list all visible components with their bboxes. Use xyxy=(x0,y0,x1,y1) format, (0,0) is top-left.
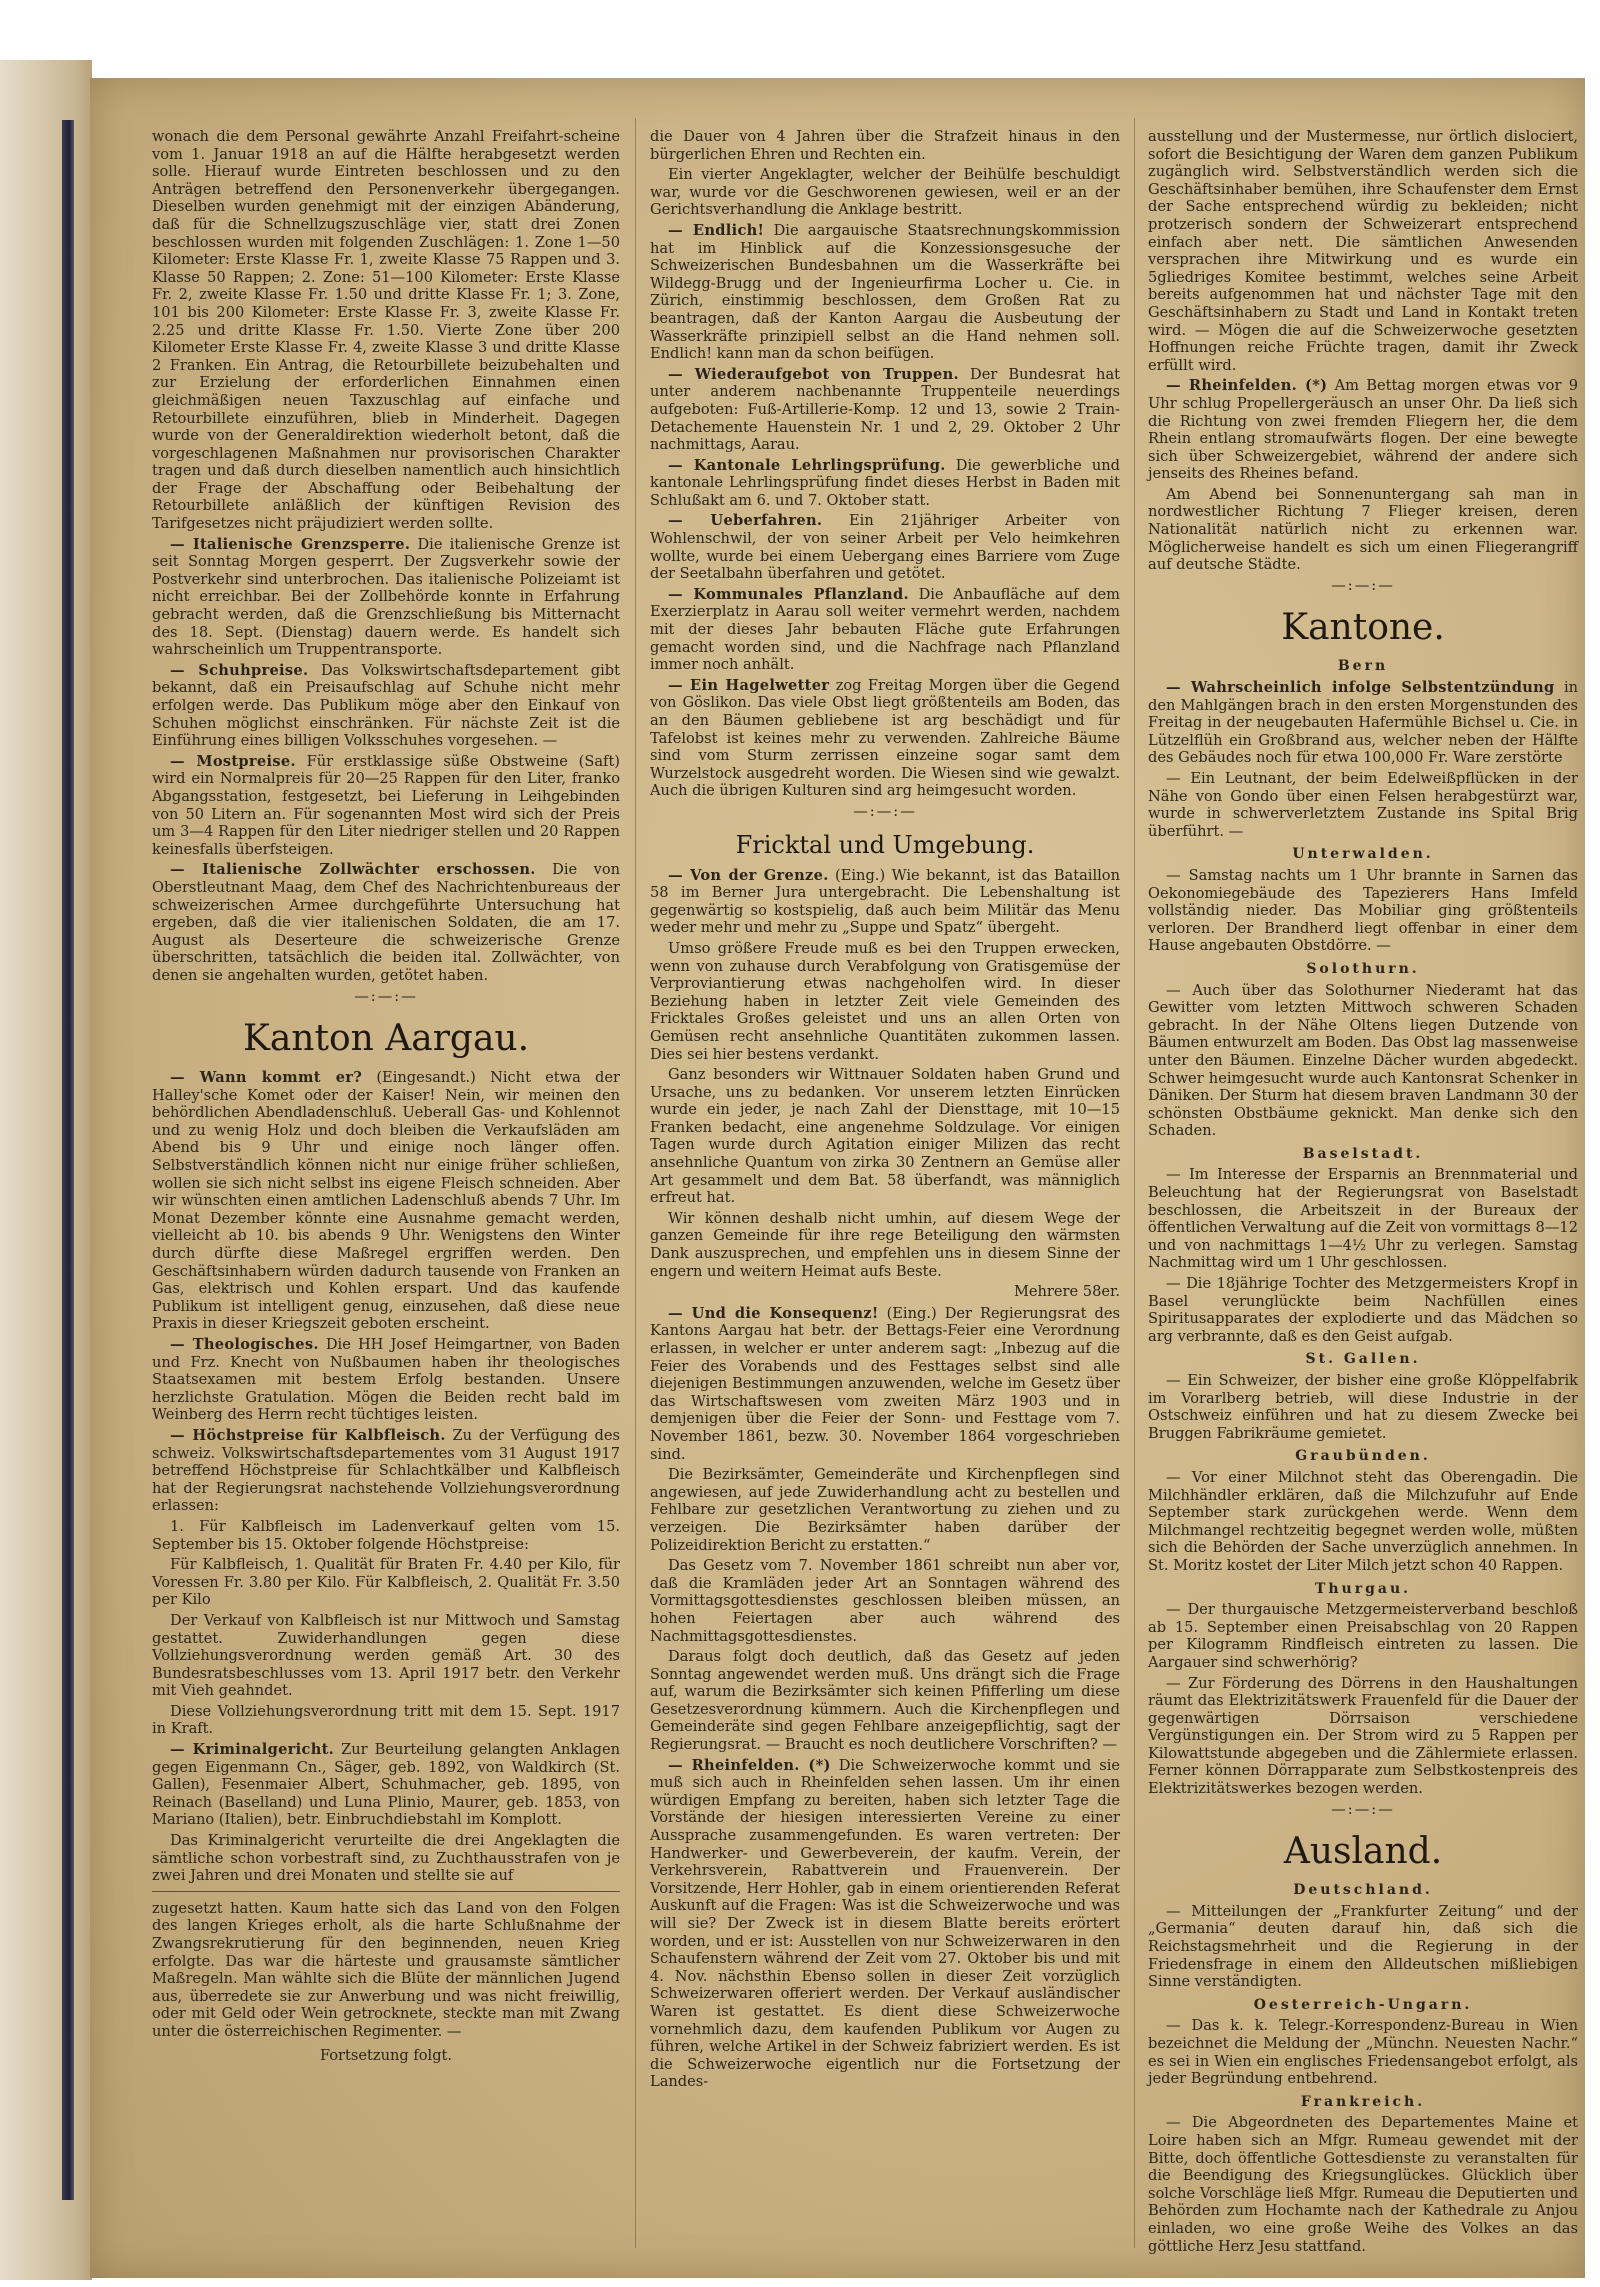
article-heading: — Theologisches. xyxy=(170,1336,319,1353)
article-heading: — Italienische Grenzsperre. xyxy=(170,535,411,553)
article-text: — Auch über das Solothurner Niederamt hat das Gewitter vom letzten Mittwoch schweren Schaden gebracht. In der Nähe Oltens liegen Dutzende von Bäumen entwurzelt am Boden. Das Obst lag massenweise unter den Bäumen. Einzelne Dächer wurden abgedeckt. Schwer heimgesucht wurde auch Kantonsrat Schenker in Däniken. Der Sturm hat diesem braven Landmann 30 der schönsten Obstbäume geknickt. Man denke sich den Schaden. xyxy=(1148,981,1578,1140)
article xyxy=(650,867,1120,937)
article xyxy=(152,662,620,750)
region-heading: Graubünden. xyxy=(1295,1448,1431,1465)
article xyxy=(650,677,1120,800)
article-heading: — Schuhpreise. xyxy=(170,661,309,679)
article-text: Zur Beurteilung gelangten Anklagen gegen Eigenmann Cn., Säger, geb. 1892, von Waldkirch (St. Gallen), Fesenmaier Albert, Schuhmacher, geb. 1895, von Reinach (Baselland) und Luna Plinio, Maurer, geb. 1853, von Mariano (Italien), betr. Einbruchdiebstahl im Komplott. xyxy=(152,1741,620,1829)
article xyxy=(650,222,1120,363)
article-text: Die von Oberstleutnant Maag, dem Chef des Nachrichtenbureaus der schweizerischen Armee durchgeführte Untersuchung hat ergeben, daß die vier italienischen Soldaten, die am 17. August als Deserteure die schweizerische Grenze überschritten, tatsächlich die beiden ital. Zollwächter, von denen sie angehalten wurden, getötet haben. xyxy=(152,861,621,984)
article-heading: — Kantonale Lehrlingsprüfung. xyxy=(668,456,946,474)
article-text: — Der thurgauische Metzgermeisterverband beschloß ab 15. September einen Preisabschlag von 20 Rappen per Kilogramm Rindfleisch eintreten zu lassen. Die Aargauer sind schwerhörig? xyxy=(1148,1601,1578,1671)
article-text: Die aargauische Staatsrechnungskommission hat im Hinblick auf die Konzessionsgesuche der Schweizerischen Bundesbahnen um die Wasserkräfte bei Wildegg-Brugg und der Ingenieurfirma Locher u. Cie. in Zürich, einstimmig beschlossen, dem Großen Rat zu beantragen, daß der Kanton Aargau die Ausbeutung der Wasserkräfte prinzipiell selbst an die Hand nehmen soll. Endlich! kann man da schon beifügen. xyxy=(650,221,1121,363)
column-2 xyxy=(650,128,1120,2094)
article-text: — Die Abgeordneten des Departementes Maine et Loire haben sich an Mfgr. Rumeau gewendet mit der Bitte, doch öffentliche Gottesdienste zu veranstalten für die Beendigung des Kriegsunglückes. Glücklich über solche Vorschläge ließ Mfgr. Rumeau die Deputierten und Behörden zum Hochamte nach der Kathedrale zu Anjou einladen, wo eine große Weihe des Volkes an das göttliche Herz Jesu stattfand. xyxy=(1148,2114,1578,2255)
separator: —:—:— xyxy=(1331,576,1395,594)
separator: —:—:— xyxy=(853,802,917,820)
article-text: Für Kalbfleisch, 1. Qualität für Braten Fr. 4.40 per Kilo, für Voressen Fr. 3.80 per Kilo. Für Kalbfleisch, 2. Qualität Fr. 3.50 per Kilo xyxy=(152,1556,620,1609)
article-text: die Dauer von 4 Jahren über die Strafzeit hinaus in den bürgerlichen Ehren und Rechten ein. xyxy=(650,128,1120,163)
article-text: Zu der Verfügung des schweiz. Volkswirtschaftsdepartementes vom 31 August 1917 betreffend Höchstpreise für Schlachtkälber und Kalbfleisch hat der Regierungsrat nachstehende Vollziehungsverordnung erlassen: xyxy=(152,1426,621,1515)
article-heading: — Wahrscheinlich infolge Selbstentzündung xyxy=(1166,679,1555,697)
region-heading: Solothurn. xyxy=(1306,960,1420,977)
signature: Mehrere 58er. xyxy=(1013,1283,1120,1301)
article-text: Die Schweizerwoche kommt und sie muß sich auch in Rheinfelden sehen lassen. Um ihr einen würdigen Empfang zu bereiten, haben sich letzter Tage die Vorstände der hiesigen interessierten Vereine zu einer Aussprache zusammengefunden. Es waren vertreten: Der Handwerker- und Gewerbeverein, der kaufm. Verein, der Verkehrsverein, Rabattverein und Frauenverein. Der Vorsitzende, Herr Hohler, gab in einem orientierenden Referat Auskunft auf die Fragen: Was ist die Schweizerwoche und was will sie? Der Zweck ist in diesem Blatte bereits erörtert worden, und er ist: Ausstellen von nur Schweizerwaren in den Schaufenstern während der Zeit vom 27. Oktober bis und mit 4. Nov. nächsthin Ebenso sollen in dieser Zeit vorzüglich Schweizerwaren offeriert werden. Der Verkauf ausländischer Waren ist gestattet. Es dient diese Schweizerwoche vornehmlich dazu, dem kaufenden Publikum vor Augen zu führen, welche Artikel in der Schweiz fabriziert werden. Es ist die Schweizerwoche eigentlich nur die Fortsetzung der Landes- xyxy=(650,1756,1121,2091)
article-text: Das Gesetz vom 7. November 1861 schreibt nun aber vor, daß die Kramläden jeder Art an Sonntagen während des Vormittagsgottesdienstes geschlossen bleiben müssen, an hohen Feiertagen aber auch während des Nachmittagsgottesdienstes. xyxy=(650,1557,1120,1645)
article-text: ausstellung und der Mustermesse, nur örtlich dislociert, sofort die Besichtigung der Waren dem ganzen Publikum zugänglich wird. Selbstverständlich werden sich die Geschäftsinhaber bemühen, ihre Schaufenster dem Ernst der Sache entsprechend würdig zu bekleiden; nicht protzerisch sondern der Schweizerart entsprechend einfach aber nett. Die sämtlichen Anwesenden versprachen ihre Mitwirkung und es wurde ein 5gliedriges Komitee bestimmt, welches seine Arbeit bereits aufgenommen hat und nächster Tage mit den Geschäftsinhabern zu Stadt und Land in Kontakt treten wird. — Mögen die auf die Schweizerwoche gesetzten Hoffnungen reiche Früchte tragen, damit ihr Zweck erfüllt wird. xyxy=(1148,128,1578,374)
binding-spine xyxy=(62,120,74,2200)
article-text: — Im Interesse der Ersparnis an Brennmaterial und Beleuchtung hat der Regierungsrat von Baselstadt beschlossen, die Arbeitszeit in der Bureaux der öffentlichen Verwaltung auf die Zeit von vormittags 8—12 und von nachmittags 1—4½ Uhr zu verlegen. Samstag Nachmittag wird um 1 Uhr geschlossen. xyxy=(1148,1166,1578,1272)
region-heading: Oesterreich-Ungarn. xyxy=(1253,1996,1473,2013)
article xyxy=(152,861,620,984)
article-heading: — Und die Konsequenz! xyxy=(668,1304,879,1322)
article xyxy=(650,586,1120,674)
article-heading: — Von der Grenze. xyxy=(668,866,829,884)
article-text: — Das k. k. Telegr.-Korrespondenz-Bureau in Wien bezeichnet die Meldung der „Münchn. Neuesten Nachr.“ es sei in Wien ein englisches Friedensangebot erfolgt, als jeder Begründung entbehrend. xyxy=(1148,2017,1578,2088)
article-text: 1. Für Kalbfleisch im Ladenverkauf gelten vom 15. September bis 15. Oktober folgende Höchstpreise: xyxy=(152,1517,620,1553)
article xyxy=(1148,679,1578,767)
article-heading: — Wiederaufgebot von Truppen. xyxy=(668,365,959,383)
article-text: Der Bundesrat hat unter anderem nachbenannte Truppenteile neuerdings aufgeboten: Fuß-Artillerie-Komp. 12 und 13, sowie 2 Train-Detachemente Hauenstein Nr. 1 und 2, 29. Oktober 2 Uhr nachmittags, Aarau. xyxy=(650,365,1121,454)
region-heading: Bern xyxy=(1337,658,1389,675)
article xyxy=(650,1757,1120,2091)
region-heading: Baselstadt. xyxy=(1302,1145,1424,1162)
article-heading: — Rheinfelden. (*) xyxy=(668,1756,831,1774)
article-text: — Samstag nachts um 1 Uhr brannte in Sarnen das Oekonomiegebäude des Tapezierers Hans Imfeld vollständig nieder. Das Mobiliar ging größtenteils verloren. Der Brandherd liegt offenbar in einer dem Hause angebauten Obstdörre. — xyxy=(1148,866,1578,955)
article xyxy=(152,1427,620,1515)
article-text: — Die 18jährige Tochter des Metzgermeisters Kropf in Basel verunglückte beim Nachfüllen eines Spiritusapparates der explodierte und das Mädchen so arg verbrannte, daß es den Geist aufgab. xyxy=(1148,1275,1578,1345)
column-3 xyxy=(1148,128,1578,2258)
article-heading: — Italienische Zollwächter erschossen. xyxy=(170,861,536,879)
article-heading: — Ueberfahren. xyxy=(668,512,823,530)
article-text: — Vor einer Milchnot steht das Oberengadin. Die Milchhändler erklären, daß die Milchzufuhr auf Ende September stark zurückgehen werde. Wenn dem Milchmangel rechtzeitig begegnet werden wolle, müßten sich die Behörden der Sache unverzüglich annehmen. In St. Moritz kostet der Liter Milch jetzt schon 40 Rappen. xyxy=(1148,1468,1578,1574)
article-text: Die italienische Grenze ist seit Sonntag Morgen gesperrt. Der Zugsverkehr sowie der Postverkehr sind unterbrochen. Das italienische Polizeiamt ist nicht erreichbar. Bei der Zollbehörde konnte in Erfahrung gebracht werden, daß die Grenzschließung bis Mitternacht des 18. Sept. (Dienstag) dauern werde. Es handelt sich wahrscheinlich um Truppentransporte. xyxy=(152,535,621,659)
separator: —:—:— xyxy=(1331,1800,1395,1818)
article-heading: — Mostpreise. xyxy=(170,752,296,770)
article xyxy=(152,753,620,859)
article xyxy=(650,512,1120,582)
article-text: (Eing.) Der Regierungsrat des Kantons Aargau hat betr. der Bettags-Feier eine Verordnung erlassen, in welcher er unter anderem sagt: „Inbezug auf die Feier des Vorabends und des Festtages selbst sind alle diejenigen Bestimmungen anzuwenden, welche im Gesetz über das Wirtschaftswesen vom zweiten März 1903 und in demjenigen über die Feier der Sonn- und Festtage vom 7. November 1861, bezw. 30. November 1864 vorgeschrieben sind. xyxy=(650,1304,1120,1463)
article-text: — Ein Leutnant, der beim Edelweißpflücken in der Nähe von Gondo über einen Felsen herabgestürzt war, wurde in schwerverletztem Zustande ins Spital Brig überführt. — xyxy=(1148,770,1578,840)
article-heading: — Ein Hagelwetter xyxy=(668,676,830,694)
article-text: Die HH Josef Heimgartner, von Baden und Frz. Knecht von Nußbaumen haben ihr theologisches Staatsexamen mit bestem Erfolg bestanden. Unsere herzlichste Gratulation. Mögen die Beiden recht bald im Weinberg des Herrn recht tüchtiges leisten. xyxy=(152,1336,620,1424)
article-text: wonach die dem Personal gewährte Anzahl Freifahrt-scheine vom 1. Januar 1918 an auf die Hälfte herabgesetzt werden solle. Hierauf wurde Eintreten beschlossen und zu den Anträgen betreffend den Personenverkehr übergegangen. Dieselben wurden genehmigt mit der einzigen Abänderung, daß für die Schnellzugszuschläge vier, statt drei Zonen beschlossen wurden mit folgenden Zuschlägen: 1. Zone 1—50 Kilometer: Erste Klasse Fr. 1, zweite Klasse 75 Rappen und 3. Klasse 50 Rappen; 2. Zone: 51—100 Kilometer: Erste Klasse Fr. 2, zweite Klasse Fr. 1.50 und dritte Klasse Fr. 1; 3. Zone, 101 bis 200 Kilometer: Erste Klasse Fr. 3, zweite Klasse Fr. 2.25 und dritte Klasse Fr. 1.50. Vierte Zone über 200 Kilometer Erste Klasse Fr. 4, zweite Klasse 3 und dritte Klasse 2 Franken. Ein Antrag, die Retourbillete beizubehalten und zur Erzielung der erforderlichen Einnahmen einen gleichmäßigen neuen Taxzuschlag auf einfache und Retourbillete einzuführen, blieb in Minderheit. Dagegen wurde von der Generaldirektion wiederholt betont, daß die vorgeschlagenen Maßnahmen nur provisorischen Charakter tragen und daß durch dieselben namentlich auch hinsichtlich der Frage der Abschaffung oder Beibehaltung der Retourbillete anläßlich der künftigen Revision des Tarifgesetzes nicht präjudiziert werden sollte. xyxy=(152,128,620,533)
article xyxy=(650,1305,1120,1463)
article-text: Das Kriminalgericht verurteilte die drei Angeklagten die sämtliche schon vorbestraft sind, zu Zuchthausstrafen von je zwei Jahren und drei Monaten und stellte sie auf xyxy=(152,1832,620,1885)
article-text: Die Bezirksämter, Gemeinderäte und Kirchenpflegen sind angewiesen, auf jede Zuwiderhandlung acht zu bestellen und Fehlbare zur gesetzlichen Verantwortung zu ziehen und zu verzeigen. Die Bezirksämter haben darüber der Polizeidirektion Bericht zu erstatten.“ xyxy=(650,1466,1120,1554)
article xyxy=(650,366,1120,454)
article xyxy=(152,536,620,659)
article-heading: — Endlich! xyxy=(668,221,765,239)
region-heading: Unterwalden. xyxy=(1292,846,1434,863)
region-heading: Thurgau. xyxy=(1314,1580,1412,1597)
article-text: Am Abend bei Sonnenuntergang sah man in nordwestlicher Richtung 7 Flieger kreisen, deren Nationalität natürlich nicht zu erkennen war. Möglicherweise handelt es sich um einen Fliegerangriff auf deutsche Städte. xyxy=(1148,485,1578,574)
article-text: Der Verkauf von Kalbfleisch ist nur Mittwoch und Samstag gestattet. Zuwiderhandlungen gegen diese Vollziehungsverordnung werden gemäß Art. 30 des Bundesratsbeschlusses vom 13. April 1917 betr. den Verkehr mit Vieh geahndet. xyxy=(152,1611,620,1700)
article-text: Am Bettag morgen etwas vor 9 Uhr schlug Propellergeräusch an unser Ohr. Da ließ sich die Richtung von zwei fremden Fliegern her, die dem Rhein entlang stromaufwärts flogen. Der eine bewegte sich über Schweizergebiet, während der andere sich jenseits des Rheines befand. xyxy=(1148,377,1578,483)
article-text: (Eingesandt.) Nicht etwa der Halley'sche Komet oder der Kaiser! Nein, wir meinen den behördlichen Abendladenschluß. Ueberall Gas- und Kohlennot und zu wenig Holz und doch bleiben die Verkaufsläden am Abend bis 9 Uhr und einige noch länger offen. Selbstverständlich können nicht nur einige früher schließen, wollen sie sich nicht selbst ins eigene Fleisch schneiden. Aber wir wünschten einen amtlichen Ladenschluß abends 7 Uhr. Im Monat Dezember könnte eine Ausnahme gemacht werden, vielleicht ab 10. bis abends 9 Uhr. Wenigstens den Winter durch dürfte diese Maßregel ergriffen werden. Den Geschäftsinhabern würden dadurch tausende von Franken an Gas, elektrisch und Kohlen erspart. Und das kaufende Publikum ist intelligent genug, einzusehen, daß diese neue Praxis in dieser Kriegszeit geboten erscheint. xyxy=(152,1069,620,1333)
article-heading: — Rheinfelden. (*) xyxy=(1166,377,1328,395)
article-heading: — Höchstpreise für Kalbfleisch. xyxy=(170,1426,446,1444)
section-title: Kanton Aargau. xyxy=(242,1018,530,1060)
article-text: — Ein Schweizer, der bisher eine große Klöppelfabrik im Vorarlberg betrieb, will diese Industrie in der Ostschweiz einführen und hat zu diesem Zwecke bei Bruggen Fabrikräume gemietet. xyxy=(1148,1372,1578,1442)
article xyxy=(152,1336,620,1424)
article-text: zugesetzt hatten. Kaum hatte sich das Land von den Folgen des langen Krieges erholt, als die harte Schlußnahme der Zwangsrekrutierung für den beginnenden, neuen Krieg erfolgte. Das war die härteste und grausamste sämtlicher Maßregeln. Man wählte sich die Blüte der männlichen Jugend aus, überredete sie zur Anwerbung und was nicht freiwillig, oder mit Geld oder Wein getrocknete, steckte man mit Zwang unter die österreichischen Regimenter. — xyxy=(152,1899,620,2040)
article-text: — Zur Förderung des Dörrens in den Haushaltungen räumt das Elektrizitätswerk Frauenfeld für die Dauer der gegenwärtigen Dörrsaison verschiedene Vergünstigungen ein. Der Strom wird zu 5 Rappen per Kilowattstunde abgegeben und die Zählermiete erlassen. Ferner können Dörrapparate zum Selbstkostenpreis des Elektrizitätswerkes bezogen werden. xyxy=(1148,1674,1578,1798)
article-text: Ganz besonders wir Wittnauer Soldaten haben Grund und Ursache, uns zu bedanken. Vor unserem letzten Einrücken wurde ein jeder, je nach Zahl der Diensttage, mit 10—15 Franken bedacht, eine angenehme Soldzulage. Vor einigen Tagen wurde durch Agitation einiger Milizen das recht ansehnliche Quantum von zirka 30 Zentnern an Gemüse aller Art gesammelt und dem Bat. 58 überfandt, was männiglich erfreut hat. xyxy=(650,1066,1120,1207)
article-text: Daraus folgt doch deutlich, daß das Gesetz auf jeden Sonntag angewendet werden muß. Uns drängt sich die Frage auf, warum die Bezirksämter sich keinen Pfifferling um diese Gesetzesverordnung kümmern. Auch die Kirchenpflegen und Gemeinderäte sind gegen Fehlbare anzeigepflichtig, sagt der Regierungsrat. — Braucht es noch deutlichere Vorschriften? — xyxy=(650,1648,1120,1754)
book-binding xyxy=(0,60,92,2280)
article xyxy=(1148,377,1578,483)
article xyxy=(152,1069,620,1333)
divider xyxy=(152,1891,620,1892)
article-heading: — Kriminalgericht. xyxy=(170,1741,335,1759)
section-title: Kantone. xyxy=(1281,607,1445,649)
article-text: Ein 21jähriger Arbeiter von Wohlenschwil, der von seiner Arbeit per Velo heimkehren wollte, wurde bei einem Uebergang eines Barriere vom Zuge der Seetalbahn überfahren und getötet. xyxy=(650,512,1120,583)
newspaper-page xyxy=(90,78,1585,2278)
article xyxy=(152,1741,620,1829)
article-text: Die gewerbliche und kantonale Lehrlingsprüfung findet dieses Herbst in Baden mit Schlußakt am 6. und 7. Oktober statt. xyxy=(650,456,1121,509)
article-text: Diese Vollziehungsverordnung tritt mit dem 15. Sept. 1917 in Kraft. xyxy=(152,1702,620,1738)
section-title: Fricktal und Umgebung. xyxy=(735,830,1035,859)
article-heading: — Kommunales Pflanzland. xyxy=(668,585,909,603)
column-rule xyxy=(635,118,636,2248)
article-text: (Eing.) Wie bekannt, ist das Bataillon 58 im Berner Jura untergebracht. Die Lebenshaltung ist gegenwärtig so kostspielig, daß auch beim Militär das Menu weder mehr und mehr zu „Suppe und Spatz“ übergeht. xyxy=(650,866,1120,937)
article-text: Wir können deshalb nicht umhin, auf diesem Wege der ganzen Gemeinde für ihre rege Beteiligung den wärmsten Dank auszusprechen, und empfehlen uns in diesem Sinne der engern und weitern Heimat aufs Beste. xyxy=(650,1209,1120,1280)
article-text: Die Anbaufläche auf dem Exerzierplatz in Aarau soll weiter vermehrt werden, nachdem mit der dieses Jahr bebauten Fläche gute Erfahrungen gemacht worden sind, und die Nachfrage nach Pflanzland immer noch anhält. xyxy=(650,585,1121,674)
section-title: Ausland. xyxy=(1283,1831,1443,1873)
article-heading: — Wann kommt er? xyxy=(170,1069,363,1087)
separator: —:—:— xyxy=(354,987,418,1005)
article-text: — Mitteilungen der „Frankfurter Zeitung“ und der „Germania“ deuten darauf hin, daß sich die Reichstagsmehrheit und die Regierung in der Friedensfrage in einem den Alldeutschen mißliebigen Sinne verständigten. xyxy=(1148,1902,1578,1991)
article xyxy=(650,457,1120,510)
column-1 xyxy=(152,128,620,2070)
article-text: Ein vierter Angeklagter, welcher der Beihülfe beschuldigt war, wurde vor die Geschworenen gewiesen, weil er an der Gerichtsverhandlung die Anklage bestritt. xyxy=(650,166,1120,219)
continuation-note: Fortsetzung folgt. xyxy=(319,2046,453,2064)
article-text: Das Volkswirtschaftsdepartement gibt bekannt, daß ein Preisaufschlag auf Schuhe nicht mehr erfolgen werde. Das Publikum möge aber den Einkauf von Schuhen möglichst einschränken. Für nächste Zeit ist die Einführung eines billigen Volksschuhes vorgesehen. — xyxy=(152,661,621,750)
region-heading: Deutschland. xyxy=(1293,1882,1433,1899)
column-rule xyxy=(1134,118,1135,2248)
article-text: zog Freitag Morgen über die Gegend von Göslikon. Das viele Obst liegt größtenteils am Boden, das an den Bäumen gebliebene ist arg beschädigt und für Tafelobst ist keines mehr zu verwenden. Zahlreiche Bäume sind vom Sturm zerrissen einzeine sogar samt dem Wurzelstock ausgedreht worden. Die Wiesen sind wie gewalzt. Auch die übrigen Kulturen sind arg heimgesucht worden. xyxy=(650,676,1121,800)
article-text: Für erstklassige süße Obstweine (Saft) wird ein Normalpreis für 20—25 Rappen für den Liter, franko Abgangsstation, festgesetzt, bei Lieferung in Leihgebinden von 50 Litern an. Für sogenannten Most wird sich der Preis um 3—4 Rappen für den Liter niedriger stellen und 20 Rappen keinesfalls überfsteigen. xyxy=(152,752,620,858)
article-text: Umso größere Freude muß es bei den Truppen erwecken, wenn von zuhause durch Verabfolgung von Gratisgemüse der Verproviantierung etwas nachgeholfen wird. In dieser Beziehung haben in letzter Zeit viele Gemeinden des Fricktales Großes geleistet und uns an allen Orten von Gemüsen recht ansehnliche Quantitäten zukommen lassen. Dies sei hier bestens verdankt. xyxy=(650,939,1120,1063)
article-text: in den Mahlgängen brach in den ersten Morgenstunden des Freitag in der neugebauten Hafermühle Bichsel u. Cie. in Lützelflüh ein Großbrand aus, welcher neben der Hälfte des Gebäudes noch für etwa 100,000 Fr. Ware zerstörte xyxy=(1148,679,1579,767)
region-heading: St. Gallen. xyxy=(1305,1351,1421,1368)
region-heading: Frankreich. xyxy=(1300,2093,1426,2110)
